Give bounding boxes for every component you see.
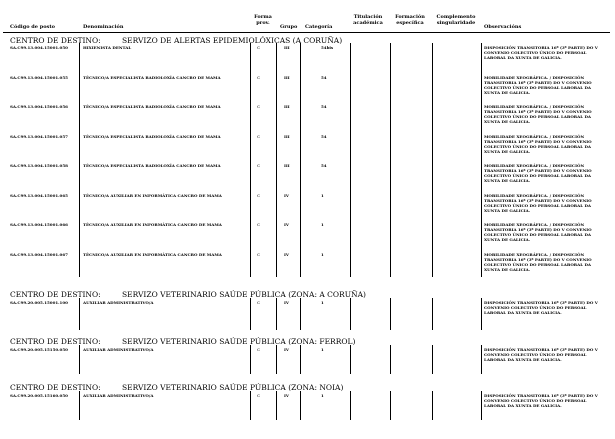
categoria-cell: 54: [321, 104, 327, 109]
column-rule: [300, 345, 301, 374]
column-rule: [276, 298, 277, 330]
column-rule: [481, 391, 482, 420]
header-observacions: Observacións: [484, 24, 522, 30]
categoria-cell: 1: [321, 347, 324, 352]
denominacion-cell: TÉCNICO/A ESPECIALISTA RADIOLOXÍA CANCRO DE MAMA: [83, 104, 221, 109]
categoria-cell: 54bis: [321, 45, 334, 50]
column-rule: [79, 298, 80, 330]
column-rule: [432, 345, 433, 374]
categoria-cell: 1: [321, 300, 324, 305]
grupo-cell: III: [284, 163, 290, 168]
denominacion-cell: TÉCNICO/A ESPECIALISTA RADIOLOXÍA CANCRO DE MAMA: [83, 163, 221, 168]
grupo-cell: III: [284, 45, 290, 50]
observacions-cell: MOBILIDADE XEOGRÁFICA. / DISPOSICIÓN TRANSITORIA 16ª (3ª PARTE) DO V CONVENIO COLECTIVO ÚNICO DO PERSOAL LABORAL DA XUNTA DE GALICIA.: [484, 104, 592, 124]
observacions-cell: MOBILIDADE XEOGRÁFICA. / DISPOSICIÓN TRANSITORIA 16ª (3ª PARTE) DO V CONVENIO COLECTIVO ÚNICO DO PERSOAL LABORAL DA XUNTA DE GALICIA.: [484, 251, 592, 272]
column-rule: [350, 391, 351, 420]
column-rule: [250, 345, 251, 374]
denominacion-cell: TÉCNICO/A AUXILIAR EN INFORMÁTICA CANCRO DE MAMA: [83, 222, 222, 227]
section-name: SERVIZO VETERINARIO SAÚDE PÚBLICA (ZONA: FERROL): [122, 337, 356, 346]
denominacion-cell: HIXIENISTA DENTAL: [83, 45, 132, 50]
header-formacion: Formación específica: [395, 14, 425, 26]
forma-cell: C: [257, 74, 261, 80]
denominacion-cell: AUXILIAR ADMINISTRATIVO/A: [83, 300, 154, 305]
column-rule: [390, 43, 391, 277]
observacions-cell: DISPOSICIÓN TRANSITORIA 16ª (3ª PARTE) DO V CONVENIO COLECTIVO ÚNICO DO PERSOAL LABORAL DA XUNTA DE GALICIA.: [484, 300, 598, 315]
code-cell: SA.C99.20.005.15150.050: [10, 347, 68, 352]
column-rule: [79, 391, 80, 420]
denominacion-cell: TÉCNICO/A AUXILIAR EN INFORMÁTICA CANCRO DE MAMA: [83, 192, 222, 198]
section-title: [10, 36, 342, 45]
observacions-cell: MOBILIDADE XEOGRÁFICA. / DISPOSICIÓN TRANSITORIA 16ª (3ª PARTE) DO V CONVENIO COLECTIVO ÚNICO DO PERSOAL LABORAL DA XUNTA DE GALICIA.: [484, 74, 592, 95]
forma-cell: C: [257, 163, 261, 168]
forma-cell: C: [257, 393, 261, 398]
code-cell: SA.C99.13.004.15001.067: [10, 251, 68, 257]
observacions-cell: DISPOSICIÓN TRANSITORIA 16ª (3ª PARTE) DO V CONVENIO COLECTIVO ÚNICO DO PERSOAL LABORAL DA XUNTA DE GALICIA.: [484, 347, 598, 362]
observacions-cell: DISPOSICIÓN TRANSITORIA 16ª (3ª PARTE) DO V CONVENIO COLECTIVO ÚNICO DO PERSOAL LABORAL DA XUNTA DE GALICIA.: [484, 45, 598, 60]
forma-cell: C: [257, 251, 261, 257]
denominacion-cell: AUXILIAR ADMINISTRATIVO/A: [83, 347, 154, 352]
column-rule: [350, 345, 351, 374]
column-rule: [276, 391, 277, 420]
denominacion-cell: TÉCNICO/A ESPECIALISTA RADIOLOXÍA CANCRO DE MAMA: [83, 74, 221, 80]
column-rule: [79, 345, 80, 374]
section-name: SERVIZO VETERINARIO SAÚDE PÚBLICA (ZONA: NOIA): [122, 383, 344, 392]
column-rule: [432, 43, 433, 277]
categoria-cell: 54: [321, 133, 327, 139]
grupo-cell: IV: [284, 222, 289, 227]
grupo-cell: III: [284, 74, 290, 80]
section-title: [10, 290, 366, 299]
column-rule: [390, 345, 391, 374]
grupo-cell: IV: [284, 347, 289, 352]
center-label: CENTRO DE DESTINO:: [10, 337, 101, 346]
code-cell: SA.C99.13.004.15001.055: [10, 74, 68, 80]
categoria-cell: 54: [321, 74, 327, 80]
grupo-cell: IV: [284, 192, 289, 198]
observacions-cell: MOBILIDADE XEOGRÁFICA. / DISPOSICIÓN TRANSITORIA 16ª (3ª PARTE) DO V CONVENIO COLECTIVO ÚNICO DO PERSOAL LABORAL DA XUNTA DE GALICIA.: [484, 192, 592, 213]
header-complemento: Complemento singularidade: [436, 14, 476, 26]
section-title: [10, 383, 343, 392]
column-rule: [250, 298, 251, 330]
categoria-cell: 1: [321, 251, 324, 257]
center-label: CENTRO DE DESTINO:: [10, 36, 101, 45]
code-cell: SA.C99.13.004.15001.056: [10, 104, 68, 109]
column-rule: [481, 43, 482, 277]
code-cell: SA.C99.20.005.15160.050: [10, 393, 68, 398]
column-rule: [300, 391, 301, 420]
header-codigo: Código de posto: [10, 24, 55, 30]
header-denominacion: Denominación: [83, 24, 124, 30]
column-rule: [350, 298, 351, 330]
grupo-cell: III: [284, 133, 290, 139]
header-grupo: Grupo: [280, 24, 298, 30]
forma-cell: C: [257, 133, 261, 139]
code-cell: SA.C99.13.004.15001.050: [10, 45, 68, 50]
column-rule: [432, 391, 433, 420]
section-title: [10, 337, 355, 346]
column-rule: [250, 43, 251, 277]
categoria-cell: 54: [321, 163, 327, 168]
center-label: CENTRO DE DESTINO:: [10, 383, 101, 392]
denominacion-cell: AUXILIAR ADMINISTRATIVO/A: [83, 393, 154, 398]
column-rule: [250, 391, 251, 420]
observacions-cell: MOBILIDADE XEOGRÁFICA. / DISPOSICIÓN TRANSITORIA 16ª (3ª PARTE) DO V CONVENIO COLECTIVO ÚNICO DO PERSOAL LABORAL DA XUNTA DE GALICIA.: [484, 222, 592, 242]
column-rule: [481, 298, 482, 330]
code-cell: SA.C99.13.004.15001.058: [10, 163, 68, 168]
denominacion-cell: TÉCNICO/A AUXILIAR EN INFORMÁTICA CANCRO DE MAMA: [83, 251, 222, 257]
header-categoria: Categoría: [305, 24, 333, 30]
observacions-cell: DISPOSICIÓN TRANSITORIA 16ª (3ª PARTE) DO V CONVENIO COLECTIVO ÚNICO DO PERSOAL LABORAL DA XUNTA DE GALICIA.: [484, 393, 598, 408]
column-rule: [276, 345, 277, 374]
header-forma-prov: Forma prov.: [254, 14, 272, 26]
column-rule: [432, 298, 433, 330]
column-rule: [276, 43, 277, 277]
grupo-cell: IV: [284, 251, 289, 257]
column-rule: [390, 298, 391, 330]
categoria-cell: 1: [321, 393, 324, 398]
section-name: SERVIZO DE ALERTAS EPIDEMIOLÓXICAS (A CORUÑA): [122, 36, 343, 45]
grupo-cell: III: [284, 104, 290, 109]
code-cell: SA.C99.20.005.15001.100: [10, 300, 68, 305]
code-cell: SA.C99.13.004.15001.065: [10, 192, 68, 198]
grupo-cell: IV: [284, 393, 289, 398]
denominacion-cell: TÉCNICO/A ESPECIALISTA RADIOLOXÍA CANCRO DE MAMA: [83, 133, 221, 139]
header-titulacion: Titulación académica: [353, 14, 383, 26]
column-rule: [390, 391, 391, 420]
column-rule: [481, 345, 482, 374]
forma-cell: C: [257, 300, 261, 305]
column-rule: [300, 298, 301, 330]
categoria-cell: 1: [321, 192, 324, 198]
header-rule: [3, 32, 610, 33]
observacions-cell: MOBILIDADE XEOGRÁFICA. / DISPOSICIÓN TRANSITORIA 16ª (3ª PARTE) DO V CONVENIO COLECTIVO ÚNICO DO PERSOAL LABORAL DA XUNTA DE GALICIA.: [484, 133, 592, 154]
column-rule: [350, 43, 351, 277]
forma-cell: C: [257, 347, 261, 352]
section-name: SERVIZO VETERINARIO SAÚDE PÚBLICA (ZONA: A CORUÑA): [122, 290, 366, 299]
forma-cell: C: [257, 192, 261, 198]
forma-cell: C: [257, 222, 261, 227]
categoria-cell: 1: [321, 222, 324, 227]
grupo-cell: IV: [284, 300, 289, 305]
center-label: CENTRO DE DESTINO:: [10, 290, 101, 299]
column-rule: [300, 43, 301, 277]
forma-cell: C: [257, 104, 261, 109]
forma-cell: C: [257, 45, 261, 50]
observacions-cell: MOBILIDADE XEOGRÁFICA. / DISPOSICIÓN TRANSITORIA 16ª (3ª PARTE) DO V CONVENIO COLECTIVO ÚNICO DO PERSOAL LABORAL DA XUNTA DE GALICIA.: [484, 163, 592, 183]
code-cell: SA.C99.13.004.15001.066: [10, 222, 68, 227]
code-cell: SA.C99.13.004.15001.057: [10, 133, 68, 139]
column-rule: [79, 43, 80, 277]
